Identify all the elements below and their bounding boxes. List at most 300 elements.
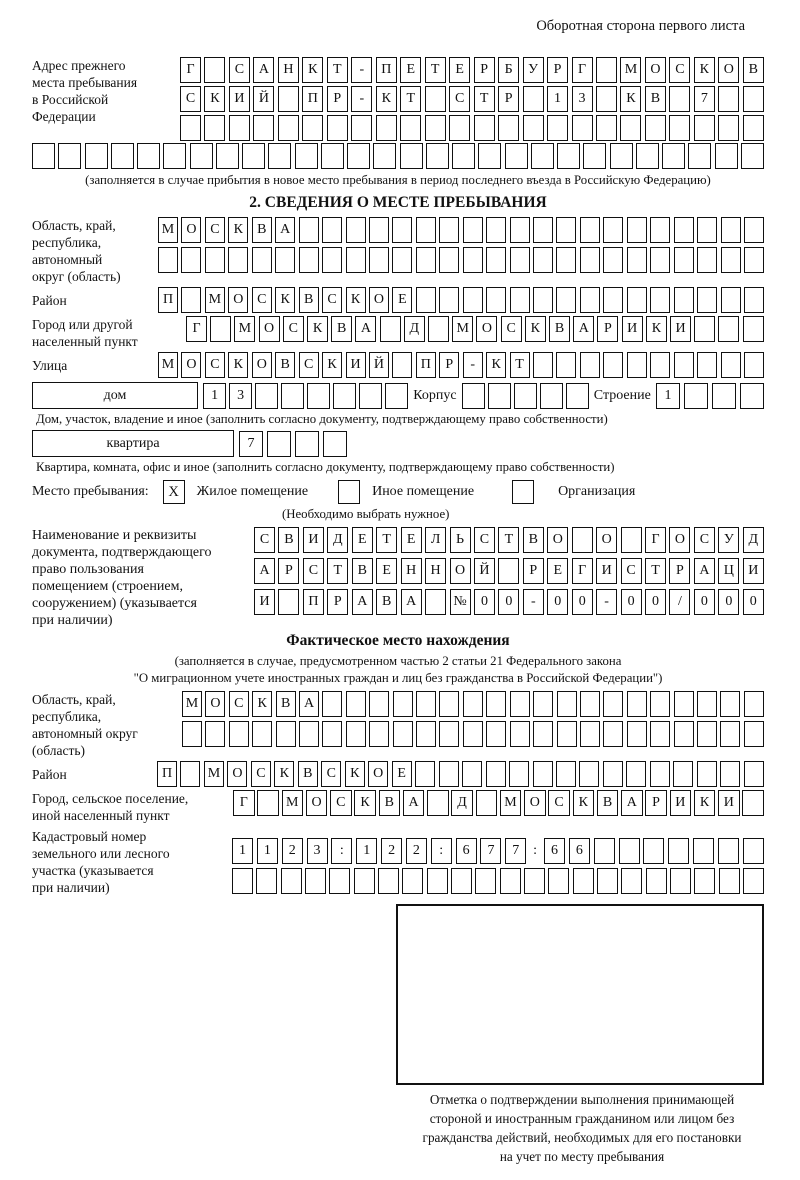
char-box-filled: С [621,558,642,584]
cadastral-row-1 [232,838,764,864]
actual-title: Фактическое место нахождения [286,632,510,649]
char-box [204,57,225,83]
char-box-filled: О [252,352,272,378]
char-box-filled: В [252,217,272,243]
char-box-filled: Р [439,352,459,378]
char-box-filled: С [303,558,324,584]
char-box-filled: Л [425,527,446,553]
char-box [111,143,134,169]
stamp-note [392,1090,772,1166]
char-box-filled: С [322,287,342,313]
char-box [299,247,319,273]
prev-address-note: (заполняется в случае прибытия в новое место пребывания в период последнего въезда в Российскую Федерацию) [85,173,711,187]
char-box-filled: В [376,589,397,615]
char-box-filled: П [302,86,323,112]
char-box-filled: Е [449,57,470,83]
char-box [580,721,600,747]
char-box [322,217,342,243]
char-box-filled: Е [376,558,397,584]
district-field [32,287,764,313]
char-box-filled: О [476,316,497,342]
char-box [322,691,342,717]
char-box [646,868,667,894]
char-box [721,247,741,273]
char-box [462,383,485,409]
char-box [596,57,617,83]
char-box [693,838,714,864]
char-box-filled: К [204,86,225,112]
char-box-filled: Т [376,527,397,553]
char-box [621,527,642,553]
char-box [346,217,366,243]
char-box-filled: К [694,57,715,83]
label-line: гражданства действий, необходимых для его постановки [422,1130,742,1145]
char-box-filled: № [450,589,471,615]
char-box-filled: Р [327,589,348,615]
region-label [32,217,127,285]
char-box [597,868,618,894]
char-box-filled: П [416,352,436,378]
actual-region-label [32,691,144,759]
char-box-filled: О [368,761,388,787]
char-box [694,115,715,141]
char-box [281,868,302,894]
char-box [85,143,108,169]
char-box [425,86,446,112]
char-box-filled: О [547,527,568,553]
char-box [137,143,160,169]
char-box-filled: М [500,790,522,816]
char-box-filled: Е [401,527,422,553]
char-box [369,691,389,717]
char-box-filled: 6 [544,838,565,864]
char-box [416,721,436,747]
char-box-filled: Й [474,558,495,584]
char-box [603,761,623,787]
char-box [58,143,81,169]
char-box [669,115,690,141]
char-box-filled: К [573,790,595,816]
char-box-filled: Г [572,558,593,584]
char-box [329,868,350,894]
char-box [619,838,640,864]
char-box-filled: Е [547,558,568,584]
char-box-filled: К [354,790,376,816]
char-box-filled: В [549,316,570,342]
char-box [566,383,589,409]
char-box [268,143,291,169]
label-line: Область, край, [32,692,116,707]
char-box [281,383,304,409]
char-box-filled: В [352,558,373,584]
char-box [333,383,356,409]
char-box-filled: 1 [656,383,680,409]
char-box-filled: Р [474,57,495,83]
char-box-filled: Н [425,558,446,584]
char-box [278,115,299,141]
char-box-filled: - [351,86,372,112]
char-box-filled: И [718,790,740,816]
char-box-filled: А [694,558,715,584]
char-box-filled: Р [669,558,690,584]
char-box [323,431,347,457]
char-box [439,721,459,747]
char-box-filled: 2 [381,838,402,864]
char-box-filled: Г [572,57,593,83]
char-box [743,838,764,864]
char-box-filled: С [180,86,201,112]
char-box-filled: М [620,57,641,83]
char-box-filled: И [743,558,764,584]
char-box [486,691,506,717]
char-box-filled: К [302,57,323,83]
char-box [327,115,348,141]
char-box-filled: М [282,790,304,816]
cadastral-label [32,828,176,896]
char-box [697,217,717,243]
char-box [523,86,544,112]
char-box [180,115,201,141]
char-box [463,691,483,717]
char-box [674,721,694,747]
char-box-filled: К [228,352,248,378]
char-box [744,761,764,787]
char-box [510,721,530,747]
char-box-filled: С [205,352,225,378]
label-line: "О миграционном учете иностранных граждан и лиц без гражданства в Российской Федерации") [133,671,663,685]
house-box-label: дом [32,382,198,409]
char-box-filled: 7 [239,431,263,457]
char-box-filled: 7 [694,86,715,112]
char-box [425,589,446,615]
char-box [579,761,599,787]
checkbox-organization [512,480,534,504]
char-box [510,217,530,243]
char-box [742,790,764,816]
char-box [205,721,225,747]
char-box-filled: 0 [743,589,764,615]
char-box-filled: 2 [406,838,427,864]
char-box [359,383,382,409]
char-box-filled: 0 [572,589,593,615]
char-box-filled: И [303,527,324,553]
prev-address-field [32,57,764,141]
district-label: Район [32,293,67,308]
stay-type-label: Место пребывания: [32,484,149,499]
region-row-1 [158,217,764,243]
char-box-filled: 0 [621,589,642,615]
char-box [650,691,670,717]
prev-address-overflow-row [32,143,764,169]
char-box [307,383,330,409]
char-box [228,247,248,273]
char-box [354,868,375,894]
char-box [400,115,421,141]
char-box-filled: Й [253,86,274,112]
char-box-filled: С [299,352,319,378]
char-box [603,217,623,243]
actual-region-row-1 [182,691,764,717]
apartment-row [32,430,764,457]
char-box [721,287,741,313]
char-box-filled: О [596,527,617,553]
street-row [158,352,764,378]
label-line: Область, край, [32,218,116,233]
char-box [547,115,568,141]
char-box-filled: О [205,691,225,717]
char-box-filled: Н [278,57,299,83]
actual-region-rows [182,691,764,747]
char-box [242,143,265,169]
checkbox-residential-mark: X [168,483,179,500]
char-box [603,721,623,747]
char-box [718,316,739,342]
char-box-filled: 0 [694,589,715,615]
char-box [475,868,496,894]
char-box [718,838,739,864]
korpus-cells [462,383,589,409]
char-box-filled: О [645,57,666,83]
char-box-filled: К [274,761,294,787]
char-box-filled: У [523,57,544,83]
char-box [627,217,647,243]
char-box-filled: М [452,316,473,342]
char-box [583,143,606,169]
char-box-filled: О [228,287,248,313]
char-box-filled: С [229,691,249,717]
char-box-filled: Р [645,790,667,816]
label-line: право пользования [32,562,144,577]
char-box [257,790,279,816]
char-box-filled: О [524,790,546,816]
char-box [158,247,178,273]
char-box [743,115,764,141]
char-box [302,115,323,141]
prev-address-row-1 [180,57,764,83]
char-box [439,217,459,243]
char-box [428,316,449,342]
char-box-filled: / [669,589,690,615]
char-box [373,143,396,169]
label-line: помещением (строением, [32,579,183,594]
char-box [744,721,764,747]
char-box [720,761,740,787]
street-field [32,352,764,378]
char-box [580,247,600,273]
char-box [712,383,736,409]
char-box [626,761,646,787]
char-box [533,247,553,273]
char-box-filled: С [474,527,495,553]
char-box [385,383,408,409]
char-box [697,352,717,378]
char-box-filled: Б [498,57,519,83]
char-box-filled: 1 [203,383,226,409]
char-box [684,383,708,409]
char-box-filled: 0 [474,589,495,615]
char-box [181,247,201,273]
char-box-filled: Р [547,57,568,83]
char-box-filled: 3 [572,86,593,112]
char-box [392,247,412,273]
label-line: стороной и иностранным гражданином или лицом без [429,1111,735,1126]
char-box-filled: К [486,352,506,378]
char-box-filled: С [330,790,352,816]
label-line: на учет по месту пребывания [499,1149,665,1164]
char-box [216,143,239,169]
char-box [627,691,647,717]
char-box [416,691,436,717]
char-box [416,287,436,313]
char-box [346,691,366,717]
char-box-filled: Г [186,316,207,342]
char-box [668,838,689,864]
organization-option-label: Организация [558,484,636,499]
char-box-filled: В [298,761,318,787]
char-box [514,383,537,409]
char-box [533,352,553,378]
char-box [743,316,764,342]
char-box [181,287,201,313]
char-box [500,868,521,894]
char-box [556,352,576,378]
char-box [650,352,670,378]
char-box [556,247,576,273]
char-box-filled: Д [451,790,473,816]
char-box-filled: Т [327,57,348,83]
char-box [416,217,436,243]
city-field [32,316,764,350]
char-box-filled: С [321,761,341,787]
char-box-filled: О [181,217,201,243]
char-box [451,868,472,894]
char-box [533,287,553,313]
char-box-filled: Г [180,57,201,83]
stay-type-row [32,480,764,504]
char-box-filled: С [283,316,304,342]
char-box [462,761,482,787]
char-box-filled: К [275,287,295,313]
char-box-filled: 3 [307,838,328,864]
label-line: (область) [32,743,86,758]
char-box [557,143,580,169]
actual-district-field [32,761,764,787]
char-box [393,691,413,717]
corner-note: Оборотная сторона первого листа [536,18,745,34]
checkbox-other-premises [338,480,360,504]
char-box [662,143,685,169]
char-box-filled: 1 [232,838,253,864]
region-rows [158,217,764,273]
section2-title: 2. СВЕДЕНИЯ О МЕСТЕ ПРЕБЫВАНИЯ [249,194,547,211]
char-box [721,217,741,243]
char-box [531,143,554,169]
char-box-filled: В [597,790,619,816]
label-line: автономный округ [32,726,138,741]
char-box-filled: А [621,790,643,816]
char-box [697,761,717,787]
char-box [278,589,299,615]
prev-address-row-3 [180,115,764,141]
label-line: Город, сельское поселение, [32,791,189,806]
char-box-filled: В [331,316,352,342]
char-box [210,316,231,342]
char-box-filled: : [431,838,452,864]
char-box [627,721,647,747]
char-box-filled: Р [498,86,519,112]
char-box [474,115,495,141]
stroenie-cells [656,383,764,409]
char-box-filled: С [229,57,250,83]
char-box-filled: В [743,57,764,83]
char-box [557,691,577,717]
char-box-filled: 0 [645,589,666,615]
char-box-filled: Й [369,352,389,378]
char-box-filled: М [234,316,255,342]
char-box [163,143,186,169]
char-box [510,287,530,313]
char-box-filled: П [303,589,324,615]
char-box-filled: К [376,86,397,112]
char-box [402,868,423,894]
char-box [524,868,545,894]
house-note: Дом, участок, владение и иное (заполнить согласно документу, подтверждающему право собственности) [36,412,608,426]
char-box [643,838,664,864]
cadastral-rows [232,838,764,894]
char-box [697,247,717,273]
char-box-filled: - [523,589,544,615]
char-box [498,558,519,584]
cadastral-row-2 [232,868,764,894]
char-box-filled: И [670,790,692,816]
char-box-filled: А [403,790,425,816]
document-field [32,527,764,629]
char-box [347,143,370,169]
char-box [376,115,397,141]
char-box-filled: К [694,790,716,816]
char-box [572,527,593,553]
char-box-filled: Д [404,316,425,342]
char-box-filled: С [251,761,271,787]
char-box [645,115,666,141]
char-box [673,761,693,787]
char-box [533,217,553,243]
other-premises-option-label: Иное помещение [372,484,475,499]
char-box-filled: Р [597,316,618,342]
residential-option-label: Жилое помещение [196,484,309,499]
char-box [278,86,299,112]
char-box [580,217,600,243]
char-box [427,868,448,894]
char-box-filled: Е [392,761,412,787]
char-box-filled: М [205,287,225,313]
char-box [688,143,711,169]
char-box-filled: - [351,57,372,83]
label-line: Отметка о подтверждении выполнения принимающей [429,1092,735,1107]
label-line: при наличии) [32,613,113,628]
char-box-filled: К [525,316,546,342]
char-box [721,352,741,378]
char-box [463,217,483,243]
char-box-filled: Е [392,287,412,313]
city-row [186,316,764,342]
char-box-filled: Е [400,57,421,83]
char-box [305,868,326,894]
label-line: в Российской [32,92,109,107]
char-box-filled: М [204,761,224,787]
char-box-filled: Т [474,86,495,112]
char-box-filled: О [227,761,247,787]
